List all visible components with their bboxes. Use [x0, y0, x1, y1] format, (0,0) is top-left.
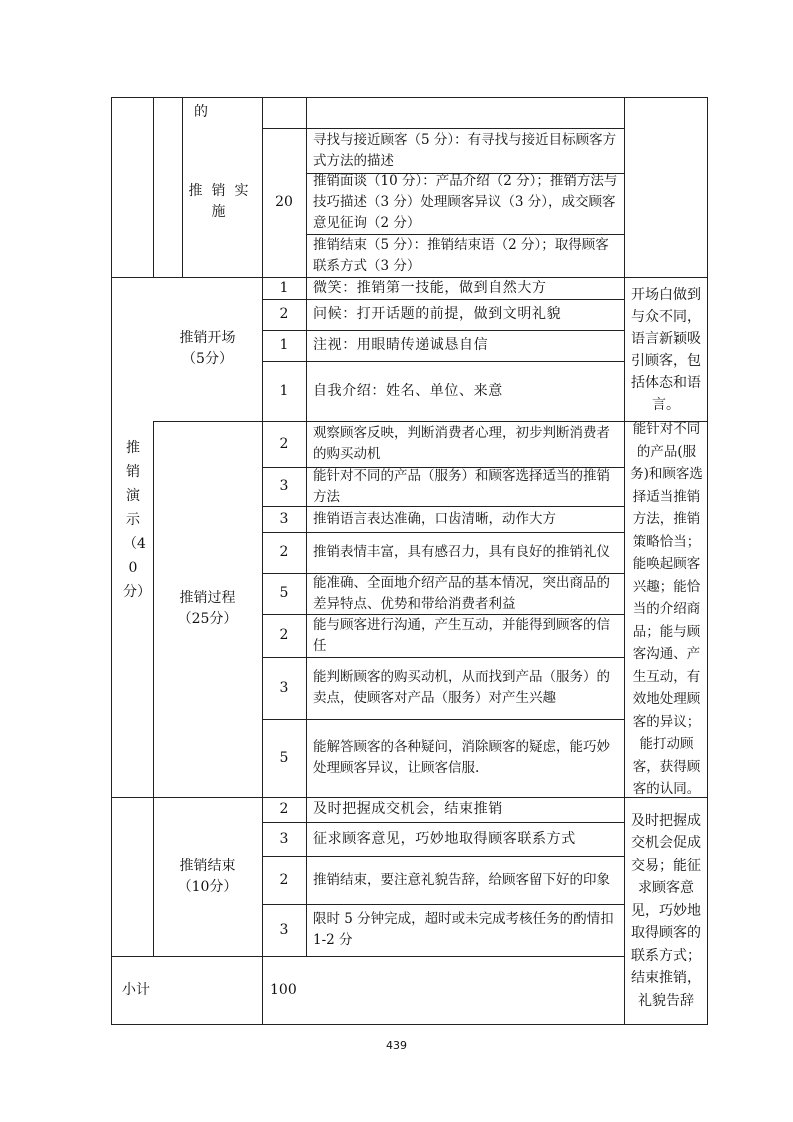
closing-score: 2: [279, 801, 289, 817]
process-score: 5: [279, 585, 289, 601]
opening-item: 微笑：推销第一技能，做到自然大方: [313, 279, 547, 296]
process-item: 推销语言表达准确，口齿清晰，动作大方: [313, 510, 556, 527]
opening-points: （5分）: [182, 351, 233, 367]
closing-item: 限时 5 分钟完成，超时或未完成考核任务的酌情扣 1-2 分: [313, 911, 614, 948]
process-item: 推销表情丰富，具有感召力，具有良好的推销礼仪: [313, 544, 610, 560]
implementation-score: 20: [275, 194, 293, 210]
opening-note-text: 开场白做到与众不同，语言新颖吸引顾客，包括体态和语言。: [631, 286, 701, 413]
process-score: 2: [279, 435, 289, 452]
process-score: 2: [279, 544, 289, 560]
subtotal-score: 100: [270, 981, 297, 998]
process-item: 能解答顾客的各种疑问，消除顾客的疑虑，能巧妙处理顾客异议，让顾客信服.: [313, 739, 610, 776]
process-points: （25分）: [177, 611, 238, 627]
opening-item: 注视：用眼睛传递诚恳自信: [313, 337, 489, 353]
implementation-item: 寻找与接近顾客（5 分）：有寻找与接近目标顾客方式方法的描述: [313, 132, 617, 169]
process-score: 5: [279, 749, 289, 766]
process-item: 观察顾客反映，判断消费者心理，初步判断消费者的购买动机: [313, 425, 610, 462]
opening-title: 推销开场: [179, 330, 236, 346]
demo-section-text: 推销演示（40分）: [123, 440, 151, 600]
opening-label: [153, 277, 262, 421]
closing-title: 推销结束: [179, 857, 236, 874]
implementation-item: 推销结束（5 分）：推销结束语（2 分）；取得顾客联系方式（3 分）: [313, 236, 609, 274]
process-title: 推销过程: [179, 590, 236, 606]
closing-item: 推销结束，要注意礼貌告辞，给顾客留下好的印象: [313, 871, 610, 888]
process-label: [153, 421, 262, 797]
process-item: 能判断顾客的购买动机，从而找到产品（服务）的卖点，使顾客对产品（服务）对产生兴趣: [313, 669, 610, 706]
criterion-tail: 的: [194, 104, 209, 120]
closing-points: （10分）: [177, 878, 238, 895]
implementation-label: 推销实施: [188, 183, 258, 220]
opening-score: 2: [279, 306, 289, 322]
opening-score: 1: [279, 337, 289, 353]
closing-score: 3: [279, 830, 289, 847]
opening-item: 自我介绍：姓名、单位、来意: [313, 382, 503, 399]
process-note-text: 能针对不同的产品(服务)和顾客选择适当推销方法，推销策略恰当；能唤起顾客兴趣；能恰当的介绍商品；能与顾客沟通、产生互动，有效地处理顾客的异议；能打动顾客，获得顾客的认同。: [630, 421, 703, 798]
closing-note-text: 及时把握成交机会促成交易；能征求顾客意见，巧妙地取得顾客的联系方式；结束推销，礼貌告辞: [631, 812, 701, 1009]
closing-score: 3: [279, 921, 289, 938]
process-item: 能针对不同的产品（服务）和顾客选择适当的推销方法: [313, 467, 610, 505]
closing-score: 2: [279, 871, 289, 888]
opening-score: 1: [279, 382, 289, 399]
subtotal-label: 小计: [122, 981, 150, 998]
closing-item: 及时把握成交机会，结束推销: [313, 801, 503, 817]
process-score: 3: [279, 478, 289, 494]
process-score: 2: [279, 627, 289, 643]
closing-note: [628, 798, 704, 1024]
process-score: 3: [279, 510, 289, 527]
opening-score: 1: [279, 279, 289, 296]
closing-label: [153, 797, 262, 956]
process-note: [627, 422, 706, 797]
process-item: 能准确、全面地介绍产品的基本情况，突出商品的差异特点、优势和带给消费者利益: [313, 574, 610, 612]
implementation-item: 推销面谈（10 分）：产品介绍（2 分）；推销方法与技巧描述（3 分）处理顾客异议（3 分），成交顾客意见征询（2 分）: [313, 172, 618, 231]
demo-section-label: [116, 420, 150, 620]
page-number: 439: [386, 1039, 407, 1052]
closing-item: 征求顾客意见，巧妙地取得顾客联系方式: [313, 830, 576, 847]
opening-note: [628, 278, 704, 421]
opening-item: 问候：打开话题的前提，做到文明礼貌: [313, 306, 562, 322]
process-item: 能与顾客进行沟通，产生互动，并能得到顾客的信任: [313, 616, 610, 654]
process-score: 3: [279, 679, 289, 696]
